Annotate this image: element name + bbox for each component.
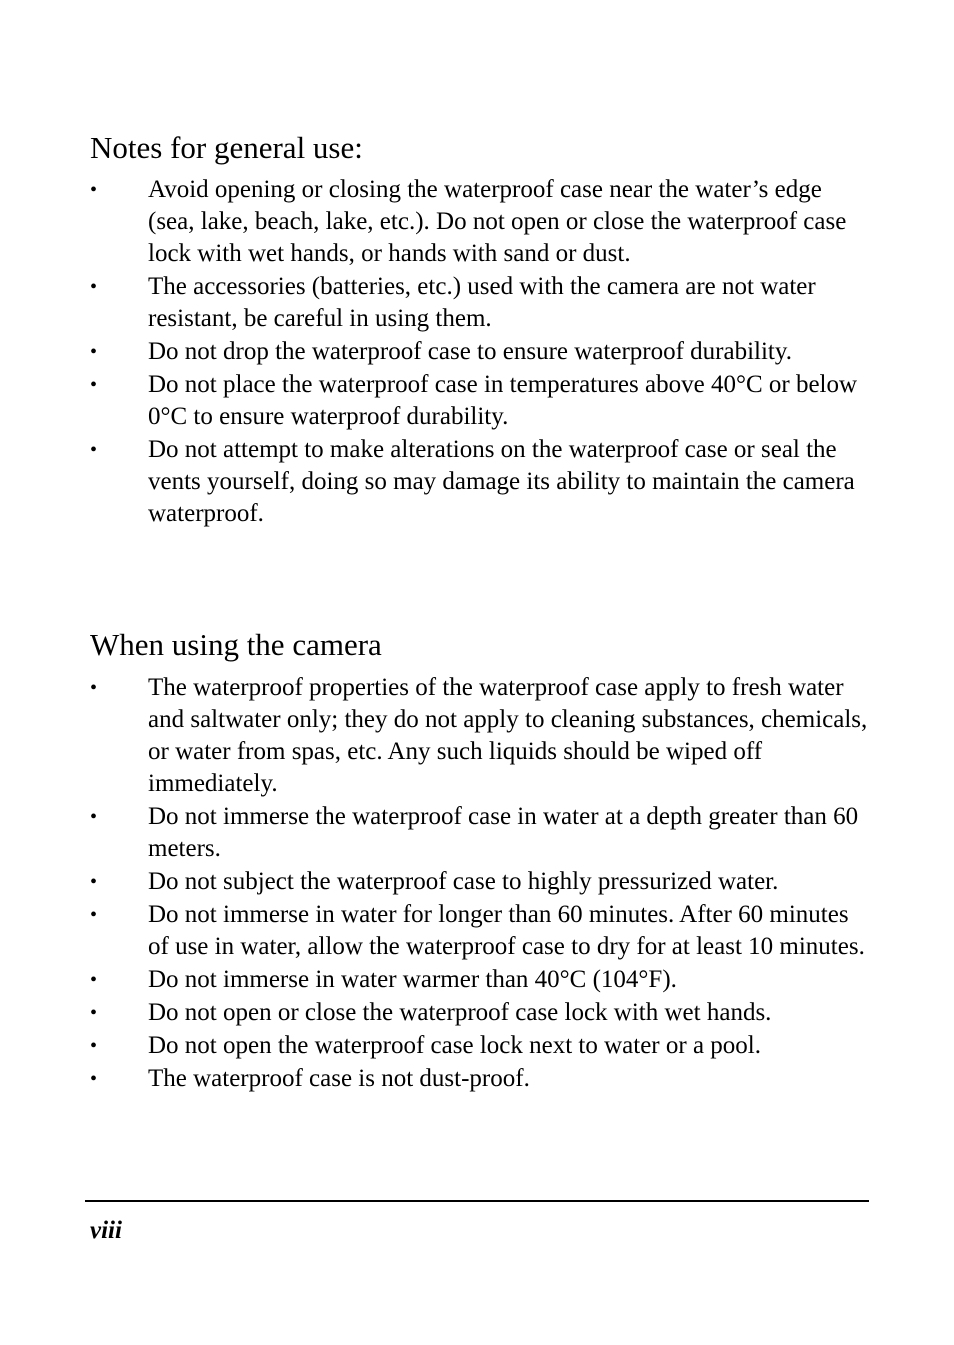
list-item	[0, 1030, 868, 1062]
bullet-icon: •	[90, 1002, 98, 1024]
list-item	[0, 997, 868, 1029]
list-item	[0, 1063, 868, 1095]
bullet-icon: •	[90, 1068, 98, 1090]
bullet-icon: •	[90, 341, 98, 363]
bullet-icon: •	[90, 677, 98, 699]
bullet-icon: •	[90, 179, 98, 201]
bullet-icon: •	[90, 1035, 98, 1057]
section-heading-general-use: Notes for general use:	[90, 130, 363, 165]
list-item-text: Do not drop the waterproof case to ensure waterproof durability.	[148, 338, 792, 365]
list-item-text: Do not immerse the waterproof case in water at a depth greater than 60 meters.	[148, 803, 859, 862]
list-item	[0, 336, 868, 368]
page-number: viii	[90, 1217, 122, 1244]
list-item-text: Do not open the waterproof case lock next to water or a pool.	[148, 1032, 761, 1059]
list-item-text: Do not open or close the waterproof case lock with wet hands.	[148, 999, 772, 1026]
general-use-notes-list	[0, 174, 954, 531]
list-item	[0, 369, 868, 433]
list-item-text: Avoid opening or closing the waterproof case near the water’s edge (sea, lake, beach, lake, etc.). Do not open or close the waterproof case lock with wet hands, or hands with sand or dust.	[148, 176, 847, 267]
list-item	[0, 866, 868, 898]
list-item-text: The waterproof case is not dust-proof.	[148, 1065, 530, 1092]
list-item	[0, 801, 868, 865]
bullet-icon: •	[90, 374, 98, 396]
bullet-icon: •	[90, 276, 98, 298]
list-item-text: The accessories (batteries, etc.) used with the camera are not water resistant, be careful in using them.	[148, 273, 816, 332]
list-item-text: Do not subject the waterproof case to highly pressurized water.	[148, 868, 779, 895]
list-item	[0, 434, 868, 530]
bullet-icon: •	[90, 969, 98, 991]
list-item	[0, 672, 868, 800]
bullet-icon: •	[90, 904, 98, 926]
list-item	[0, 899, 868, 963]
camera-use-notes-list	[0, 672, 954, 1096]
list-item-text: Do not place the waterproof case in temperatures above 40°C or below 0°C to ensure waterproof durability.	[148, 371, 858, 430]
bullet-icon: •	[90, 806, 98, 828]
bullet-icon: •	[90, 871, 98, 893]
bullet-icon: •	[90, 439, 98, 461]
list-item	[0, 174, 868, 270]
list-item	[0, 271, 868, 335]
list-item-text: The waterproof properties of the waterproof case apply to fresh water and saltwater only; they do not apply to cleaning substances, chemicals, or water from spas, etc. Any such liquids should be wiped off immediately.	[148, 674, 868, 797]
section-heading-using-camera: When using the camera	[90, 627, 382, 662]
list-item-text: Do not immerse in water warmer than 40°C (104°F).	[148, 966, 677, 993]
list-item-text: Do not attempt to make alterations on the waterproof case or seal the vents yourself, doing so may damage its ability to maintain the camera waterproof.	[148, 436, 855, 527]
list-item-text: Do not immerse in water for longer than 60 minutes. After 60 minutes of use in water, allow the waterproof case to dry for at least 10 minutes.	[148, 901, 865, 960]
footer-divider	[85, 1200, 869, 1202]
list-item	[0, 964, 868, 996]
